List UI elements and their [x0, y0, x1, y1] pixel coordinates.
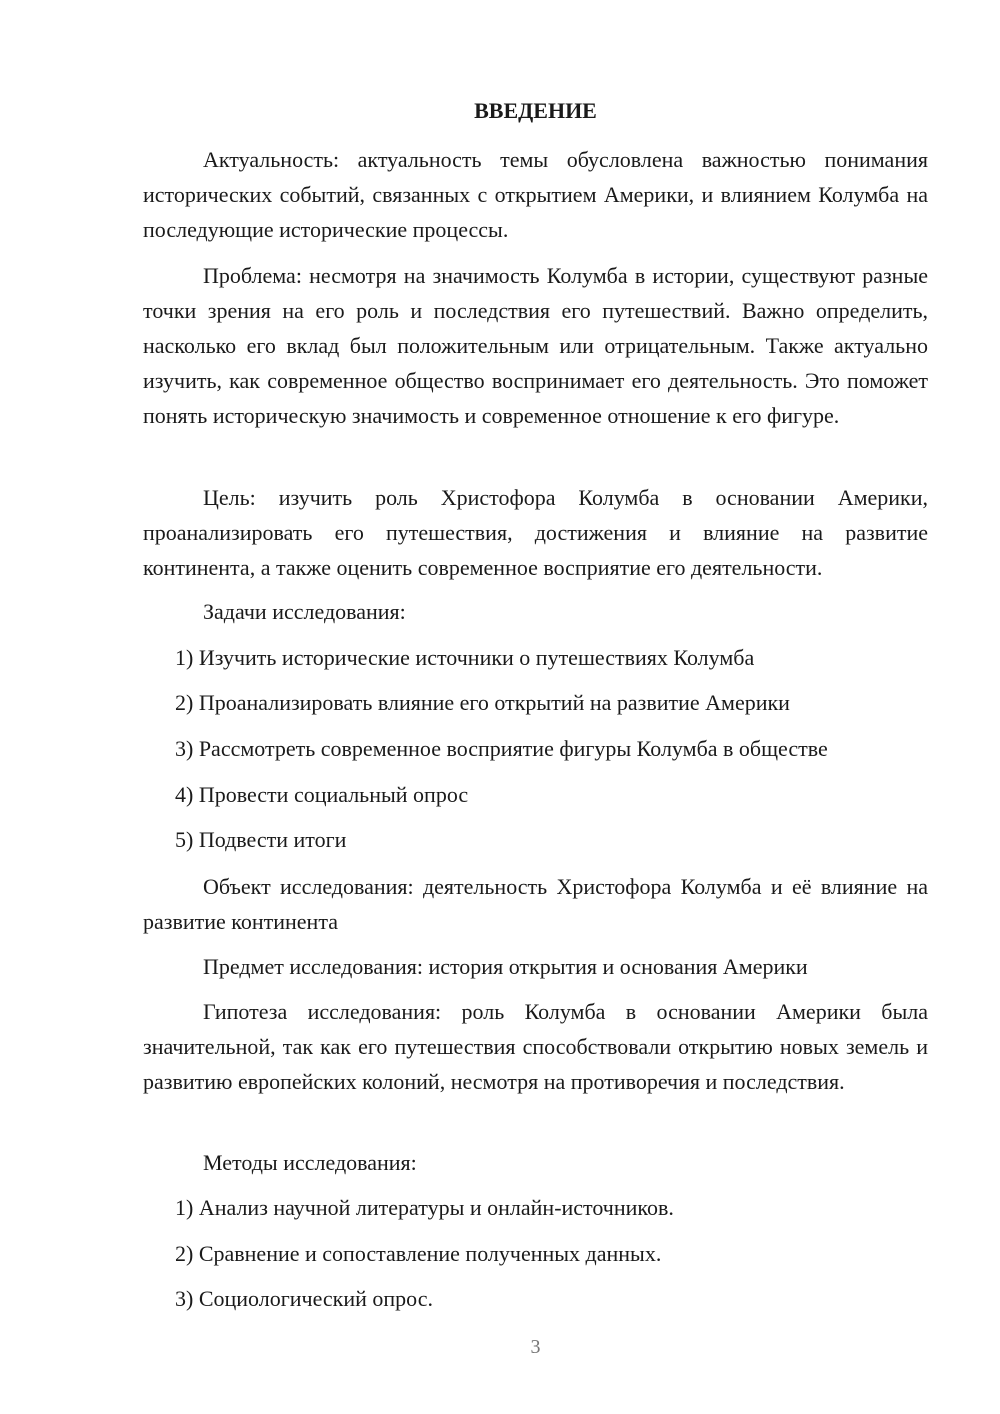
method-item: 3) Социологический опрос.: [175, 1286, 433, 1311]
object-paragraph: Объект исследования: деятельность Христофора Колумба и её влияние на развитие континента: [143, 874, 928, 934]
methods-heading: Методы исследования:: [203, 1150, 417, 1175]
method-item: 2) Сравнение и сопоставление полученных данных.: [175, 1241, 662, 1266]
hypothesis-paragraph: Гипотеза исследования: роль Колумба в основании Америки была значительной, так как его путешествия способствовали открытию новых земель и развитию европейских колоний, несмотря на противоречия и последствия.: [143, 999, 928, 1094]
method-item: 1) Анализ научной литературы и онлайн-источников.: [175, 1195, 674, 1220]
page-number: 3: [530, 1336, 541, 1358]
subject-paragraph: Предмет исследования: история открытия и основания Америки: [203, 954, 808, 979]
task-item: 1) Изучить исторические источники о путешествиях Колумба: [175, 645, 755, 670]
goal-paragraph: Цель: изучить роль Христофора Колумба в основании Америки, проанализировать его путешествия, достижения и влияние на развитие континента, а также оценить современное восприятие его деятельности.: [143, 485, 928, 580]
page-title: ВВЕДЕНИЕ: [474, 98, 597, 123]
problem-paragraph: Проблема: несмотря на значимость Колумба в истории, существуют разные точки зрения на его роль и последствия его путешествий. Важно определить, насколько его вклад был положительным или отрицательным. Также актуально изучить, как современное общество воспринимает его деятельность. Это поможет понять историческую значимость и современное отношение к его фигуре.: [143, 263, 928, 428]
task-item: 3) Рассмотреть современное восприятие фигуры Колумба в обществе: [175, 736, 828, 761]
task-item: 4) Провести социальный опрос: [175, 782, 469, 807]
relevance-paragraph: Актуальность: актуальность темы обусловлена важностью понимания исторических событий, связанных с открытием Америки, и влиянием Колумба на последующие исторические процессы.: [143, 147, 928, 242]
tasks-heading: Задачи исследования:: [203, 599, 406, 624]
document-page: [143, 0, 928, 1414]
task-item: 2) Проанализировать влияние его открытий на развитие Америки: [175, 690, 790, 715]
task-item: 5) Подвести итоги: [175, 827, 347, 852]
